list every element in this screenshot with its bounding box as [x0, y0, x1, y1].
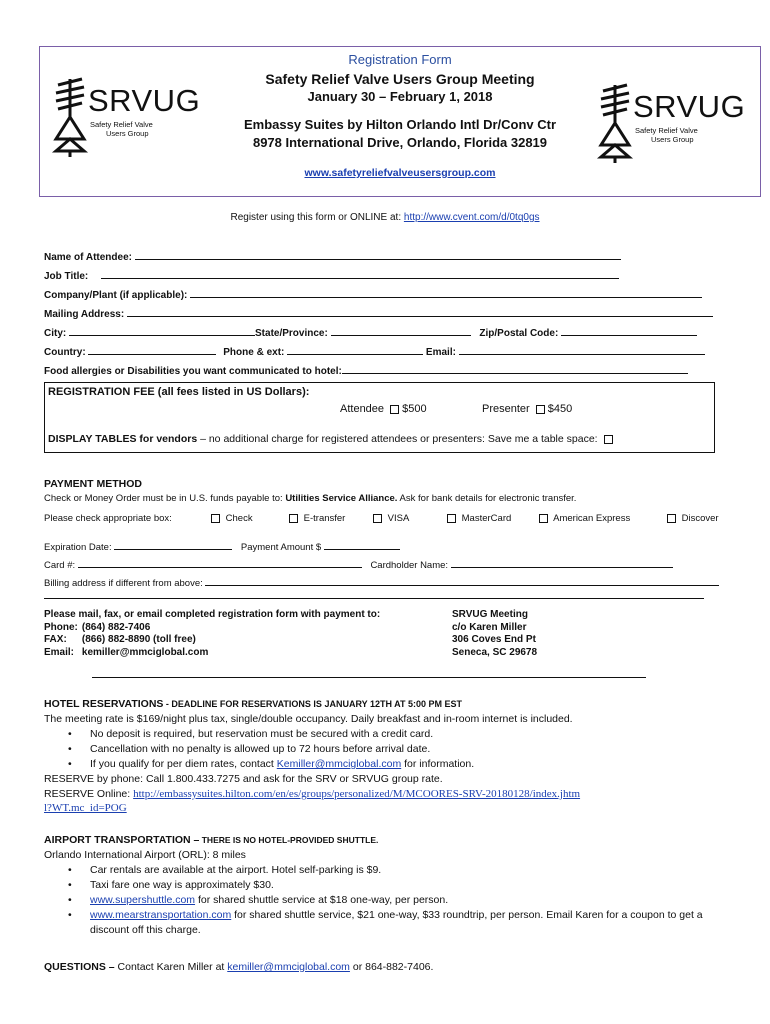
- online-registration-link[interactable]: http://www.cvent.com/d/0tq0gs: [403, 212, 540, 223]
- questions-email-link[interactable]: kemiller@mmciglobal.com: [227, 961, 350, 973]
- job-title-label: Job Title:: [44, 271, 89, 282]
- zip-label: Zip/Postal Code:: [479, 328, 559, 339]
- city-row: [44, 326, 697, 339]
- option-check[interactable]: [208, 513, 253, 524]
- country-row: [44, 345, 705, 358]
- logo-tagline-1: Safety Relief Valve: [90, 120, 153, 129]
- airport-bullets: [44, 863, 734, 938]
- option-mastercard[interactable]: [444, 513, 511, 524]
- option-label: VISA: [387, 513, 410, 524]
- payment-box-label: Please check appropriate box:: [44, 513, 172, 524]
- address-line-1: SRVUG Meeting: [452, 609, 528, 620]
- supershuttle-link[interactable]: www.supershuttle.com: [90, 894, 196, 906]
- allergies-field[interactable]: [342, 364, 688, 374]
- attendee-fee: [340, 403, 427, 415]
- phone-value: (864) 882-7406: [81, 621, 151, 633]
- payment-text-1: Check or Money Order must be in U.S. funds payable to:: [44, 493, 286, 504]
- expiration-field[interactable]: [114, 540, 232, 550]
- email-label: Email:: [44, 646, 75, 658]
- venue-name: Embassy Suites by Hilton Orlando Intl Dr/Conv Ctr: [243, 117, 557, 132]
- mailing-field[interactable]: [127, 307, 713, 317]
- meeting-title: Safety Relief Valve Users Group Meeting: [265, 71, 535, 87]
- address-line-4: Seneca, SC 29678: [452, 646, 538, 658]
- email-field[interactable]: [459, 345, 705, 355]
- reserve-phone: RESERVE by phone: Call 1.800.433.7275 and ask for the SRV or SRVUG group rate.: [44, 773, 443, 785]
- amount-label: Payment Amount $: [240, 542, 322, 553]
- option-label: MasterCard: [461, 513, 512, 524]
- logo-tagline-2: Users Group: [106, 129, 149, 138]
- address-line-3: 306 Coves End Pt: [452, 634, 536, 645]
- payment-text-2: Ask for bank details for electronic transfer.: [397, 493, 577, 504]
- airport-distance: Orlando International Airport (ORL): 8 miles: [44, 849, 246, 861]
- attendee-name-label: Name of Attendee:: [44, 252, 132, 263]
- logo-tagline-1: Safety Relief Valve: [635, 126, 698, 135]
- option-discover[interactable]: [664, 513, 719, 524]
- fax-value: (866) 882-8890 (toll free): [81, 634, 196, 645]
- email-value: kemiller@mmciglobal.com: [81, 646, 209, 658]
- option-etransfer[interactable]: [286, 513, 345, 524]
- list-item: • No deposit is required, but reservation must be secured with a credit card.: [44, 727, 744, 742]
- mail-intro: Please mail, fax, or email completed registration form with payment to:: [44, 609, 381, 620]
- list-item: [44, 893, 734, 908]
- option-label: Check: [225, 513, 253, 524]
- attendee-name-field[interactable]: [135, 250, 621, 260]
- questions-phone: or 864-882-7406.: [349, 961, 434, 973]
- airport-title: AIRPORT TRANSPORTATION –: [44, 834, 200, 846]
- registration-fee-box: [44, 382, 715, 453]
- presenter-fee-label: Presenter: [482, 403, 530, 415]
- table-space-checkbox[interactable]: [604, 435, 613, 444]
- state-field[interactable]: [331, 326, 471, 336]
- list-item: • Cancellation with no penalty is allowed up to 72 hours before arrival date.: [44, 742, 744, 757]
- billing-field[interactable]: [205, 576, 719, 586]
- airport-heading: [44, 833, 734, 848]
- checkbox[interactable]: [667, 514, 676, 523]
- hotel-bullets: [44, 727, 744, 772]
- cardholder-field[interactable]: [451, 558, 673, 568]
- questions-label: QUESTIONS –: [44, 961, 115, 973]
- list-item: [44, 908, 734, 938]
- logo-brand: SRVUG: [88, 83, 201, 118]
- job-title-row: [44, 269, 619, 282]
- hotel-section: [44, 697, 744, 815]
- meeting-dates: January 30 – February 1, 2018: [307, 89, 493, 104]
- payment-title: PAYMENT METHOD: [44, 478, 143, 490]
- company-field[interactable]: [190, 288, 702, 298]
- attendee-checkbox[interactable]: [390, 405, 399, 414]
- reserve-online: [44, 787, 584, 815]
- option-visa[interactable]: [370, 513, 409, 524]
- airport-section: [44, 833, 734, 938]
- list-item: • Taxi fare one way is approximately $30.: [44, 878, 734, 893]
- reserve-online-label: RESERVE Online:: [44, 788, 134, 800]
- perdiem-text-end: for information.: [401, 758, 475, 770]
- mail-details-left: [44, 609, 380, 659]
- expiration-row: [44, 540, 400, 553]
- list-item: [44, 757, 744, 772]
- hotel-heading: [44, 697, 744, 712]
- attendee-fee-price: $500: [402, 403, 427, 415]
- cardholder-label: Cardholder Name:: [370, 560, 449, 571]
- payment-instructions: [44, 493, 576, 504]
- display-tables-text: – no additional charge for registered attendees or presenters: Save me a table space:: [197, 433, 598, 445]
- card-label: Card #:: [44, 560, 76, 571]
- questions-text: Contact Karen Miller at: [114, 961, 228, 973]
- checkbox[interactable]: [539, 514, 548, 523]
- phone-label: Phone:: [44, 621, 78, 633]
- fax-label: FAX:: [44, 634, 67, 645]
- city-field[interactable]: [69, 326, 255, 336]
- phone-field[interactable]: [287, 345, 423, 355]
- section-divider: [92, 677, 646, 678]
- valve-icon: [50, 77, 90, 159]
- online-text: Register using this form or ONLINE at:: [230, 212, 404, 223]
- mailing-row: [44, 307, 713, 320]
- mail-address: [452, 609, 537, 659]
- allergies-label: Food allergies or Disabilities you want communicated to hotel:: [44, 366, 342, 377]
- zip-field[interactable]: [561, 326, 697, 336]
- job-title-field[interactable]: [101, 269, 619, 279]
- presenter-fee-price: $450: [547, 403, 573, 415]
- hotel-title: HOTEL RESERVATIONS: [44, 698, 164, 710]
- checkbox[interactable]: [447, 514, 456, 523]
- venue-address: 8978 International Drive, Orlando, Florida 32819: [252, 135, 548, 150]
- country-field[interactable]: [88, 345, 216, 355]
- mears-text: for shared shuttle service, $21 one-way, $33 roundtrip, per person. Email Karen for a coupon to get a discount off this charge.: [90, 909, 703, 936]
- amount-field[interactable]: [324, 540, 400, 550]
- option-amex[interactable]: [536, 513, 630, 524]
- valve-icon: [595, 83, 635, 165]
- supershuttle-text: for shared shuttle service at $18 one-way, per person.: [195, 894, 449, 906]
- online-registration: [0, 212, 770, 223]
- presenter-checkbox[interactable]: [536, 405, 545, 414]
- logo-brand: SRVUG: [633, 89, 746, 124]
- attendee-name-row: [44, 250, 621, 263]
- website-link[interactable]: www.safetyreliefvalveusersgroup.com: [304, 167, 496, 179]
- fee-title: REGISTRATION FEE (all fees listed in US Dollars):: [48, 386, 310, 398]
- option-label: E-transfer: [303, 513, 346, 524]
- presenter-fee: [482, 403, 572, 415]
- attendee-fee-label: Attendee: [340, 403, 385, 415]
- country-label: Country:: [44, 347, 86, 358]
- card-row: [44, 558, 673, 571]
- option-label: Discover: [681, 513, 719, 524]
- expiration-label: Expiration Date:: [44, 542, 112, 553]
- option-label: American Express: [553, 513, 631, 524]
- hotel-rate: The meeting rate is $169/night plus tax, single/double occupancy. Daily breakfast and in-room internet is included.: [44, 713, 573, 725]
- list-item: • Car rentals are available at the airport. Hotel self-parking is $9.: [44, 863, 734, 878]
- checkbox[interactable]: [289, 514, 298, 523]
- questions: [44, 960, 433, 975]
- form-label: Registration Form: [348, 52, 452, 67]
- reserve-online-link[interactable]: http://embassysuites.hilton.com/en/es/groups/personalized/M/MCOORES-SRV-20180128/index.jhtml?WT.mc_id=POG: [44, 788, 581, 814]
- payment-payee: Utilities Service Alliance.: [285, 493, 398, 504]
- billing-row: [44, 576, 719, 589]
- state-label: State/Province:: [255, 328, 328, 339]
- header-box: [39, 46, 761, 197]
- mailing-label: Mailing Address:: [44, 309, 125, 320]
- card-field[interactable]: [78, 558, 362, 568]
- billing-label: Billing address if different from above:: [44, 578, 203, 589]
- phone-label: Phone & ext:: [223, 347, 285, 358]
- address-line-2: c/o Karen Miller: [452, 621, 527, 633]
- srvug-logo-right: [595, 83, 746, 163]
- logo-tagline-2: Users Group: [651, 135, 694, 144]
- display-tables: [48, 433, 616, 445]
- perdiem-email-link[interactable]: Kemiller@mmciglobal.com: [276, 758, 402, 770]
- allergies-row: [44, 364, 688, 377]
- email-label: Email:: [425, 347, 456, 358]
- display-tables-label: DISPLAY TABLES for vendors: [48, 433, 198, 445]
- srvug-logo-left: [50, 77, 201, 157]
- checkbox[interactable]: [211, 514, 220, 523]
- mears-link[interactable]: www.mearstransportation.com: [90, 909, 232, 921]
- contact-table: [44, 622, 212, 660]
- perdiem-text: If you qualify for per diem rates, contact: [90, 758, 277, 770]
- airport-note: THERE IS NO HOTEL-PROVIDED SHUTTLE.: [199, 835, 379, 845]
- company-row: [44, 288, 702, 301]
- company-label: Company/Plant (if applicable):: [44, 290, 188, 301]
- hotel-deadline: - DEADLINE FOR RESERVATIONS IS JANUARY 12TH AT 5:00 PM EST: [163, 699, 462, 709]
- city-label: City:: [44, 328, 67, 339]
- checkbox[interactable]: [373, 514, 382, 523]
- billing-field-line-2[interactable]: [44, 598, 704, 599]
